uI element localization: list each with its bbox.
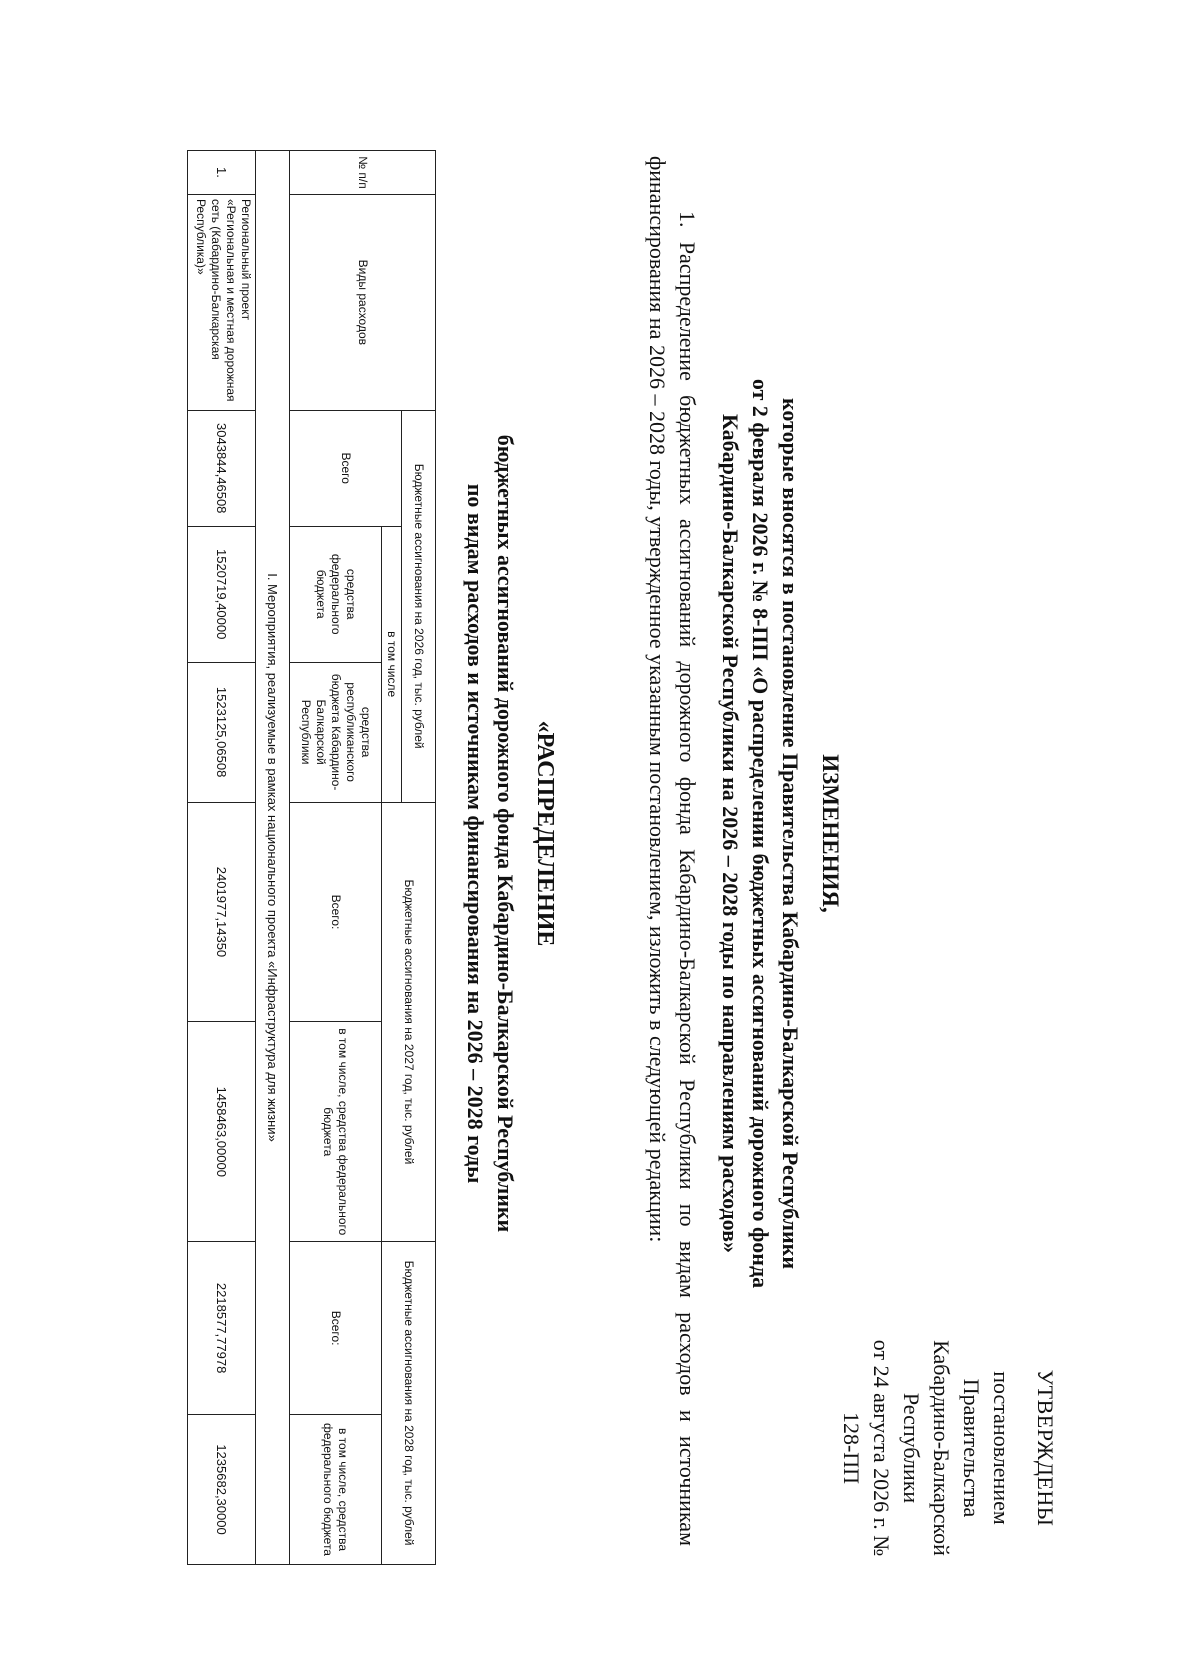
header-2028-total: Всего:	[290, 1242, 382, 1415]
header-2027: Бюджетные ассигнования на 2027 год, тыс. рублей	[382, 802, 436, 1242]
header-2026-fed: средства федерального бюджета	[290, 526, 382, 662]
distribution-title-block	[460, 0, 560, 1667]
main-paragraph: 1. Распределение бюджетных ассигнований дорожного фонда Кабардино-Балкарской Республики по видам расходов и источникам финансирования на 2026 – 2028 годы, утвержденное указанным постановлением, изложить в следующей редакции:	[645, 156, 700, 1546]
approval-line: постановлением Правительства	[959, 1371, 1014, 1525]
cell-2028-total: 2218577,77978	[188, 1242, 256, 1415]
cell-2026-total: 3043844,46508	[188, 410, 256, 526]
changes-title-block	[715, 0, 845, 1667]
approval-block	[836, 1318, 1060, 1578]
approval-line: Кабардино-Балкарской Республики	[899, 1340, 954, 1556]
cell-kind: Региональный проект «Региональная и местная дорожная сеть (Кабардино-Балкарская Республика)»	[188, 194, 256, 410]
table-row	[188, 151, 256, 1565]
cell-2026-fed: 1520719,40000	[188, 526, 256, 662]
distribution-heading: «РАСПРЕДЕЛЕНИЕ	[532, 720, 558, 947]
header-2026-total: Всего	[290, 410, 402, 526]
distribution-line: по видам расходов и источникам финансирования на 2026 – 2028 годы	[463, 483, 488, 1184]
section-row	[256, 151, 290, 1565]
changes-heading: ИЗМЕНЕНИЯ,	[818, 754, 843, 913]
header-2028: Бюджетные ассигнования на 2028 год, тыс. рублей	[382, 1242, 436, 1565]
cell-num: 1.	[188, 151, 256, 195]
section-title: I. Мероприятия, реализуемые в рамках национального проекта «Инфраструктура для жизни»	[256, 151, 290, 1565]
approval-line: от 24 августа 2026 г. № 128-ПП	[839, 1339, 894, 1557]
approval-heading: УТВЕРЖДЕНЫ	[1033, 1369, 1058, 1527]
budget-table	[187, 150, 436, 1565]
header-2026: Бюджетные ассигнования на 2026 год, тыс. рублей	[402, 410, 436, 802]
changes-line: которые вносятся в постановление Правительства Кабардино-Балкарской Республики	[778, 397, 803, 1270]
changes-line: Кабардино-Балкарской Республики на 2026 – 2028 годы по направлениям расходов»	[718, 414, 743, 1253]
header-2027-fed: в том числе, средства федерального бюджета	[290, 1022, 382, 1242]
header-2028-fed: в том числе, средства федерального бюджета	[290, 1415, 382, 1565]
cell-2028-fed: 1235682,30000	[188, 1415, 256, 1565]
cell-2027-fed: 1458463,00000	[188, 1022, 256, 1242]
header-2026-incl: в том числе	[382, 526, 402, 802]
cell-2027-total: 2401977,14350	[188, 802, 256, 1022]
header-2026-rep: средства республиканского бюджета Кабардино-Балкарской Республики	[290, 662, 382, 802]
changes-line: от 2 февраля 2026 г. № 8-ПП «О распределении бюджетных ассигнований дорожного фонда	[748, 378, 773, 1289]
distribution-line: бюджетных ассигнований дорожного фонда Кабардино-Балкарской Республики	[493, 434, 518, 1233]
header-kind: Виды расходов	[290, 194, 436, 410]
header-2027-total: Всего:	[290, 802, 382, 1022]
cell-2026-rep: 1523125,06508	[188, 662, 256, 802]
header-num: № п/п	[290, 151, 436, 195]
